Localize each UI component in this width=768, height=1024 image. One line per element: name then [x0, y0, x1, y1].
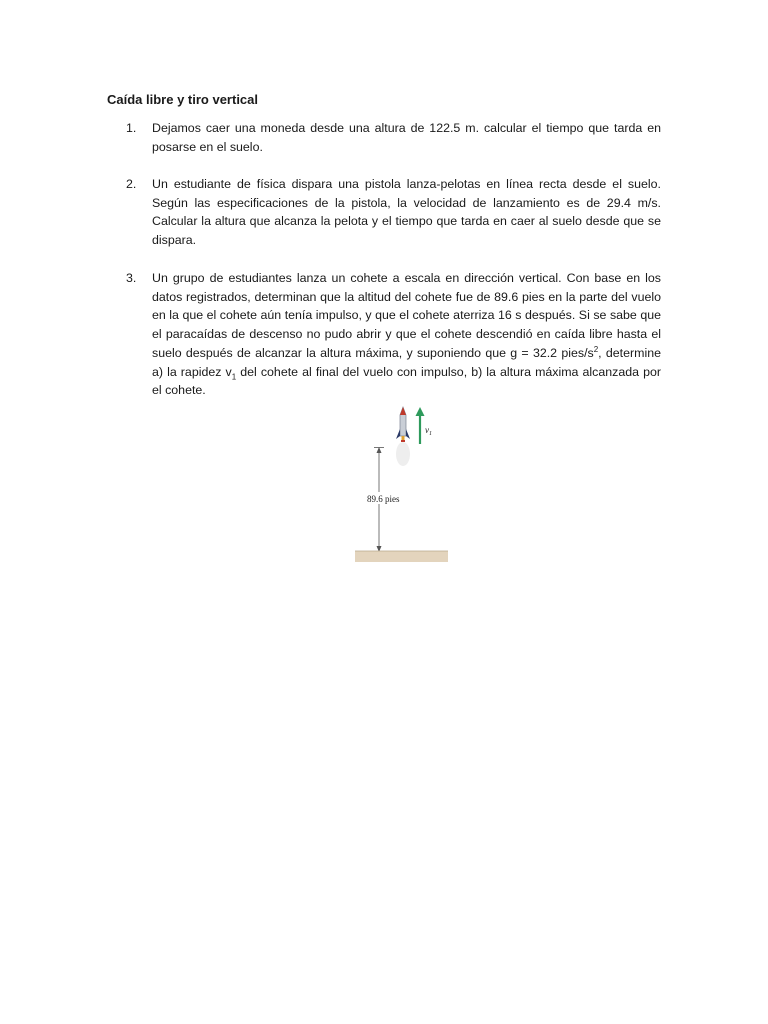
problem-2 [126, 175, 661, 250]
problem-3 [126, 269, 661, 400]
velocity-label-subscript: 1 [429, 431, 432, 437]
subscript: 1 [231, 371, 237, 381]
problem-number: 1. [126, 121, 137, 135]
problem-number: 3. [126, 271, 137, 285]
problem-number: 2. [126, 177, 137, 191]
problem-text: Dejamos caer una moneda desde una altura de 122.5 m. calcular el tiempo que tarda en posarse en el suelo. [152, 121, 661, 154]
rocket-figure [355, 402, 451, 566]
problem-1 [126, 119, 661, 156]
problem-text-part-a: Un grupo de estudiantes lanza un cohete a escala en dirección vertical. Con base en los datos registrados, determinan que la altitud del cohete fue de 89.6 pies en la parte del vuelo en la que el cohete aún tenía impulso, y que el cohete aterriza 16 s después. Si se sabe que el paracaídas de descenso no pudo abrir y que el cohete descendió en caída libre hasta el suelo después de alcanzar la altura máxima, y suponiendo que g = 32.2 pies/s [152, 271, 661, 360]
velocity-arrow-icon [416, 407, 425, 444]
velocity-label: $v_1$ [425, 425, 432, 437]
ground [355, 551, 448, 562]
problem-text-part-b: , determine a) la rapidez v [152, 345, 661, 379]
rocket-icon [396, 407, 410, 442]
page-title: Caída libre y tiro vertical [107, 92, 259, 107]
height-label: 89.6 pies [367, 494, 400, 504]
problem-text [152, 269, 661, 400]
exhaust-plume [396, 442, 410, 466]
rocket-diagram [355, 402, 451, 566]
problem-text: Un estudiante de física dispara una pistola lanza-pelotas en línea recta desde el suelo. Según las especificaciones de la pistola, la velocidad de lanzamiento es de 29.4 m/s. Calcular la altura que alcanza la pelota y el tiempo que tarda en caer al suelo desde que se dispara. [152, 177, 661, 248]
exponent: 2 [593, 344, 599, 354]
problem-text-part-c: del cohete al final del vuelo con impulso, b) la altura máxima alcanzada por el cohete. [152, 364, 661, 398]
